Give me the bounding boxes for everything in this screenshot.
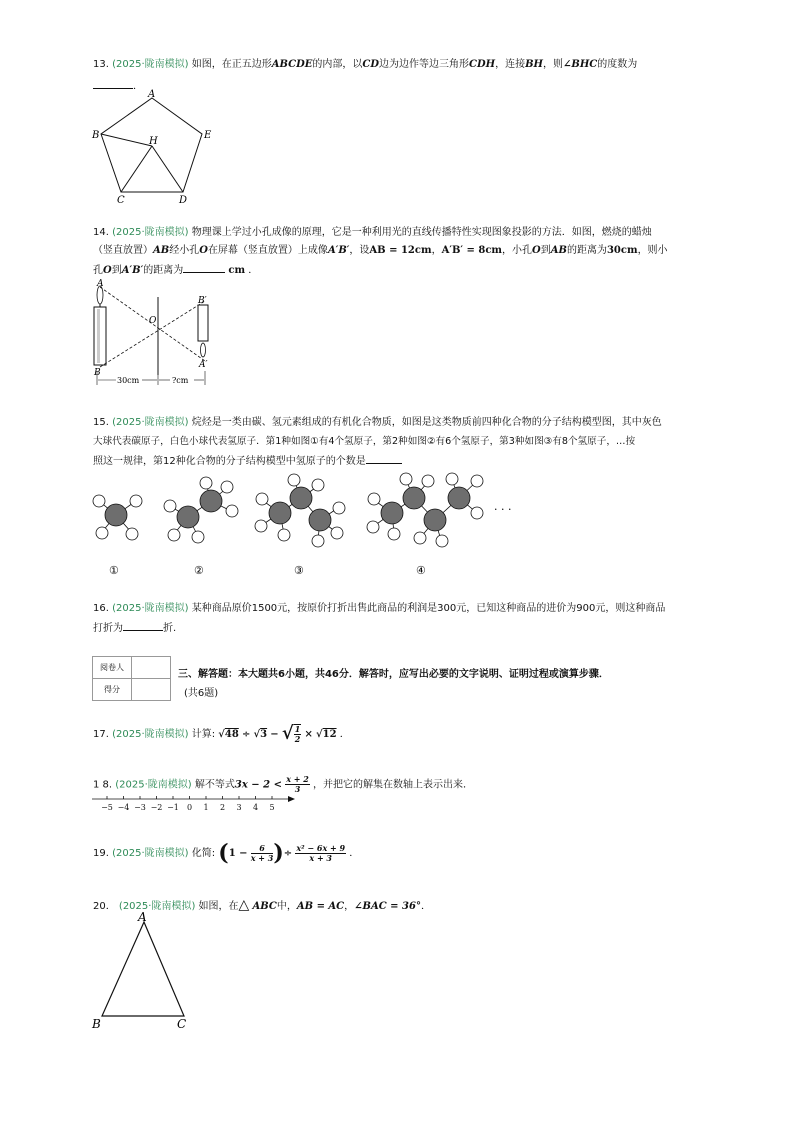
q13-answer-line: ． — [93, 78, 143, 94]
q18-number: 1 8. — [93, 779, 113, 791]
label-C: C — [177, 1017, 187, 1031]
number-line[interactable] — [92, 792, 302, 814]
q19-source: (2025·陇南模拟) — [112, 848, 189, 859]
number-line-label: −4 — [117, 803, 130, 812]
q16-line1: 16. (2025·陇南模拟) 某种商品原价1500元，按原价打折出售此商品的利润是300元，已知这种商品的进价为900元，则这种商品 — [93, 603, 666, 614]
label-D: D — [179, 195, 188, 206]
q17-source: (2025·陇南模拟) — [112, 729, 189, 740]
q14-line2: （竖直放置）AB经小孔O在屏幕（竖直放置）上成像A′B′，设AB = 12cm，A′B′ = 8cm，小孔O到AB的距离为30cm，则小 — [93, 245, 668, 256]
q15-source: (2025·陇南模拟) — [112, 417, 189, 428]
label-H: H — [149, 136, 158, 147]
number-line-label: −2 — [150, 803, 163, 812]
q15-line2: 大球代表碳原子，白色小球代表氢原子．第1种如图①有4个氢原子，第2种如图②有6个氢原子，第3种如图③有8个氢原子，…按 — [93, 436, 636, 447]
q16-answer-blank[interactable] — [123, 620, 163, 631]
svg-text:B′: B′ — [198, 296, 207, 306]
q15-line3: 照这一规律，第12种化合物的分子结构模型中氢原子的个数是 — [93, 453, 402, 469]
q15-caption-1: ① — [109, 564, 119, 577]
q15-ellipsis: · · · — [494, 503, 512, 516]
svg-text:O: O — [149, 316, 157, 326]
q15-line1: 15. (2025·陇南模拟) 烷烃是一类由碳、氢元素组成的有机化合物质，如图是这类物质前四种化合物的分子结构模型图，其中灰色 — [93, 417, 662, 428]
q19-number: 19. — [93, 848, 109, 859]
label-B: B — [92, 130, 100, 141]
q13-pentagon-figure — [88, 88, 218, 206]
label-C: C — [117, 195, 125, 206]
q13-number: 13. — [93, 59, 109, 70]
q14-answer-blank[interactable] — [183, 262, 225, 273]
section-title: 三、解答题：本大题共6小题，共46分．解答时，应写出必要的文字说明、证明过程或演算步骤． — [178, 669, 609, 680]
q15-caption-4: ④ — [416, 564, 426, 577]
q20-line: 20． (2025·陇南模拟) 如图，在△ ABC中，AB = AC，∠BAC = 36°． — [93, 897, 431, 913]
svg-text:30cm: 30cm — [117, 376, 140, 385]
number-line-label: 5 — [269, 803, 275, 812]
q18-source: (2025·陇南模拟) — [115, 779, 192, 791]
score-cell[interactable] — [132, 679, 171, 701]
q15-number: 15. — [93, 417, 109, 428]
q19-line: 19. (2025·陇南模拟) 化简: (1 − $\frac{6}{x + 3}$ )÷ $\frac{\text{x² − 6x + 9}}{x + 3}$ ． — [93, 840, 360, 866]
score-table — [92, 656, 171, 701]
number-line-label: 2 — [219, 803, 226, 812]
number-line-label: 1 — [203, 803, 209, 812]
q13-text: 13. (2025·陇南模拟) 如图，在正五边形ABCDE的内部，以CD边为边作等边三角形CDH，连接BH，则∠BHC的度数为 — [93, 59, 638, 70]
q16-line2: 打折为 折. — [93, 620, 176, 636]
number-line-label: −5 — [101, 803, 113, 812]
number-line-label: 3 — [236, 803, 242, 812]
q20-source: (2025·陇南模拟) — [118, 901, 196, 912]
q20-triangle-figure — [88, 910, 198, 1032]
number-line-label: −1 — [167, 803, 179, 812]
section-count: (共6题) — [184, 688, 219, 699]
q17-line: 17. (2025·陇南模拟) 计算: √48 ÷ √3 − √ $\frac{1}{2}$ × √12 ． — [93, 723, 350, 744]
q15-caption-3: ③ — [294, 564, 304, 577]
grader-label: 阅卷人 — [93, 657, 132, 679]
q13-source: (2025·陇南模拟) — [112, 59, 189, 70]
number-line-label: 0 — [186, 803, 193, 812]
q14-number: 14. — [93, 227, 109, 238]
svg-text:A′: A′ — [199, 360, 208, 370]
label-B: B — [92, 1017, 101, 1031]
score-label: 得分 — [93, 679, 132, 701]
q15-molecule-figure — [86, 470, 526, 580]
q16-number: 16. — [93, 603, 109, 614]
q18-line: 1 8. (2025·陇南模拟) 解不等式3x − 2 < $\frac{x + 2}{3}$ ，并把它的解集在数轴上表示出来． — [93, 774, 473, 794]
number-line-label: −3 — [134, 803, 146, 812]
q14-line3: 孔O到A′B′的距离为 cm ． — [93, 262, 258, 278]
grader-cell[interactable] — [132, 657, 171, 679]
svg-text:?cm: ?cm — [172, 376, 189, 385]
label-A: A — [138, 910, 147, 924]
svg-text:B: B — [94, 368, 101, 378]
q15-caption-2: ② — [194, 564, 204, 577]
q20-number: 20． — [93, 901, 116, 912]
q14-source: (2025·陇南模拟) — [112, 227, 189, 238]
label-A: A — [148, 89, 156, 100]
label-E: E — [204, 130, 212, 141]
svg-text:A: A — [97, 279, 104, 289]
number-line-label: 4 — [252, 803, 259, 812]
q17-number: 17. — [93, 729, 109, 740]
q14-line1: 14. (2025·陇南模拟) 物理课上学过小孔成像的原理，它是一种利用光的直线传播特性实现图象投影的方法．如图，燃烧的蜡烛 — [93, 227, 652, 238]
q16-source: (2025·陇南模拟) — [112, 603, 189, 614]
q14-pinhole-figure — [88, 275, 218, 390]
q15-answer-blank[interactable] — [366, 453, 402, 464]
